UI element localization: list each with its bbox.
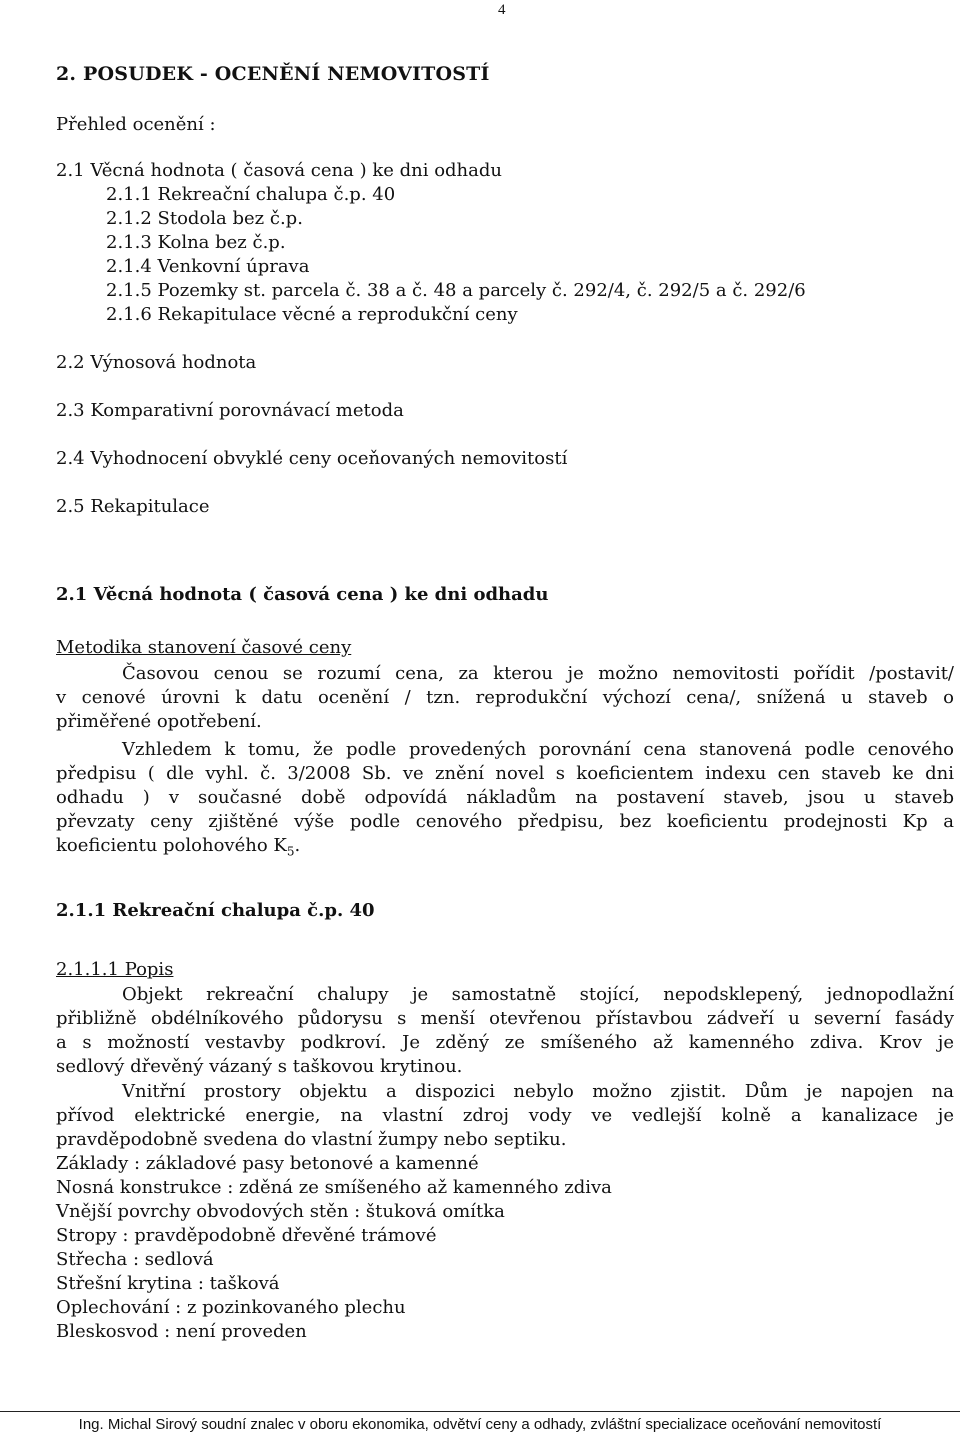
paragraph-end: . <box>294 835 301 856</box>
overview-label: Přehled ocenění : <box>56 114 216 135</box>
paragraph-line: odhadu ) v současné době odpovídá nákladům na postavení staveb, jsou u staveb <box>56 787 954 808</box>
footer-rule <box>0 1411 960 1412</box>
popis-title: 2.1.1.1 Popis <box>56 959 174 980</box>
toc-item: 2.1.2 Stodola bez č.p. <box>106 208 303 229</box>
paragraph-line: v cenové úrovni k datu ocenění / tzn. reprodukční výchozí cena/, snížená u staveb o <box>56 687 954 708</box>
spec-item: Nosná konstrukce : zděná ze smíšeného až kamenného zdiva <box>56 1177 612 1198</box>
paragraph-line: přibližně obdélníkového půdorysu s menší otevřenou přístavbou zádveří u severní fasády <box>56 1008 954 1029</box>
spec-item: Bleskosvod : není proveden <box>56 1321 307 1342</box>
spec-item: Střešní krytina : tašková <box>56 1273 280 1294</box>
toc-item: 2.1.6 Rekapitulace věcné a reprodukční ceny <box>106 304 518 325</box>
spec-item: Základy : základové pasy betonové a kamenné <box>56 1153 479 1174</box>
paragraph-line: Vnitřní prostory objektu a dispozici nebylo možno zjistit. Dům je napojen na <box>122 1081 954 1102</box>
toc-item: 2.2 Výnosová hodnota <box>56 352 257 373</box>
page-number: 4 <box>498 2 506 18</box>
paragraph-line <box>56 834 300 864</box>
toc-item: 2.3 Komparativní porovnávací metoda <box>56 400 404 421</box>
toc-item: 2.5 Rekapitulace <box>56 496 210 517</box>
toc-item: 2.4 Vyhodnocení obvyklé ceny oceňovaných nemovitostí <box>56 448 568 469</box>
spec-item: Stropy : pravděpodobně dřevěné trámové <box>56 1225 437 1246</box>
paragraph-line: a s možností vestavby podkroví. Je zděný ze smíšeného až kamenného zdiva. Krov je <box>56 1032 954 1053</box>
spec-item: Vnější povrchy obvodových stěn : štuková omítka <box>56 1201 505 1222</box>
main-title: 2. POSUDEK - OCENĚNÍ NEMOVITOSTÍ <box>56 63 490 85</box>
paragraph-line: Objekt rekreační chalupy je samostatně stojící, nepodsklepený, jednopodlažní <box>122 984 954 1005</box>
paragraph-line: převzaty ceny zjištěné výše podle cenového předpisu, bez koeficientu prodejnosti Kp a <box>56 811 954 832</box>
paragraph-line: sedlový dřevěný vázaný s taškovou krytinou. <box>56 1056 463 1077</box>
spec-item: Oplechování : z pozinkovaného plechu <box>56 1297 406 1318</box>
paragraph-line: předpisu ( dle vyhl. č. 3/2008 Sb. ve znění novel s koeficientem indexu cen staveb ke dni <box>56 763 954 784</box>
paragraph-line: přiměřené opotřebení. <box>56 711 262 732</box>
paragraph-line: Vzhledem k tomu, že podle provedených porovnání cena stanovená podle cenového <box>122 739 954 760</box>
paragraph-text: koeficientu polohového K <box>56 835 287 856</box>
toc-item: 2.1.5 Pozemky st. parcela č. 38 a č. 48 a parcely č. 292/4, č. 292/5 a č. 292/6 <box>106 280 806 301</box>
section-heading: 2.1 Věcná hodnota ( časová cena ) ke dni odhadu <box>56 584 549 605</box>
toc-item: 2.1 Věcná hodnota ( časová cena ) ke dni odhadu <box>56 160 502 181</box>
toc-item: 2.1.3 Kolna bez č.p. <box>106 232 286 253</box>
spec-item: Střecha : sedlová <box>56 1249 214 1270</box>
page-footer: Ing. Michal Sirový soudní znalec v oboru ekonomika, odvětví ceny a odhady, zvláštní specializace oceňování nemovitostí <box>78 1416 882 1433</box>
method-title: Metodika stanovení časové ceny <box>56 637 352 658</box>
paragraph-line: Časovou cenou se rozumí cena, za kterou je možno nemovitosti pořídit /postavit/ <box>122 663 954 684</box>
subscript: 5 <box>286 844 295 859</box>
toc-item: 2.1.1 Rekreační chalupa č.p. 40 <box>106 184 396 205</box>
paragraph-line: přívod elektrické energie, na vlastní zdroj vody ve vedlejší kolně a kanalizace je <box>56 1105 954 1126</box>
toc-item: 2.1.4 Venkovní úprava <box>106 256 310 277</box>
paragraph-line: pravděpodobně svedena do vlastní žumpy nebo septiku. <box>56 1129 567 1150</box>
subsection-heading: 2.1.1 Rekreační chalupa č.p. 40 <box>56 900 375 921</box>
